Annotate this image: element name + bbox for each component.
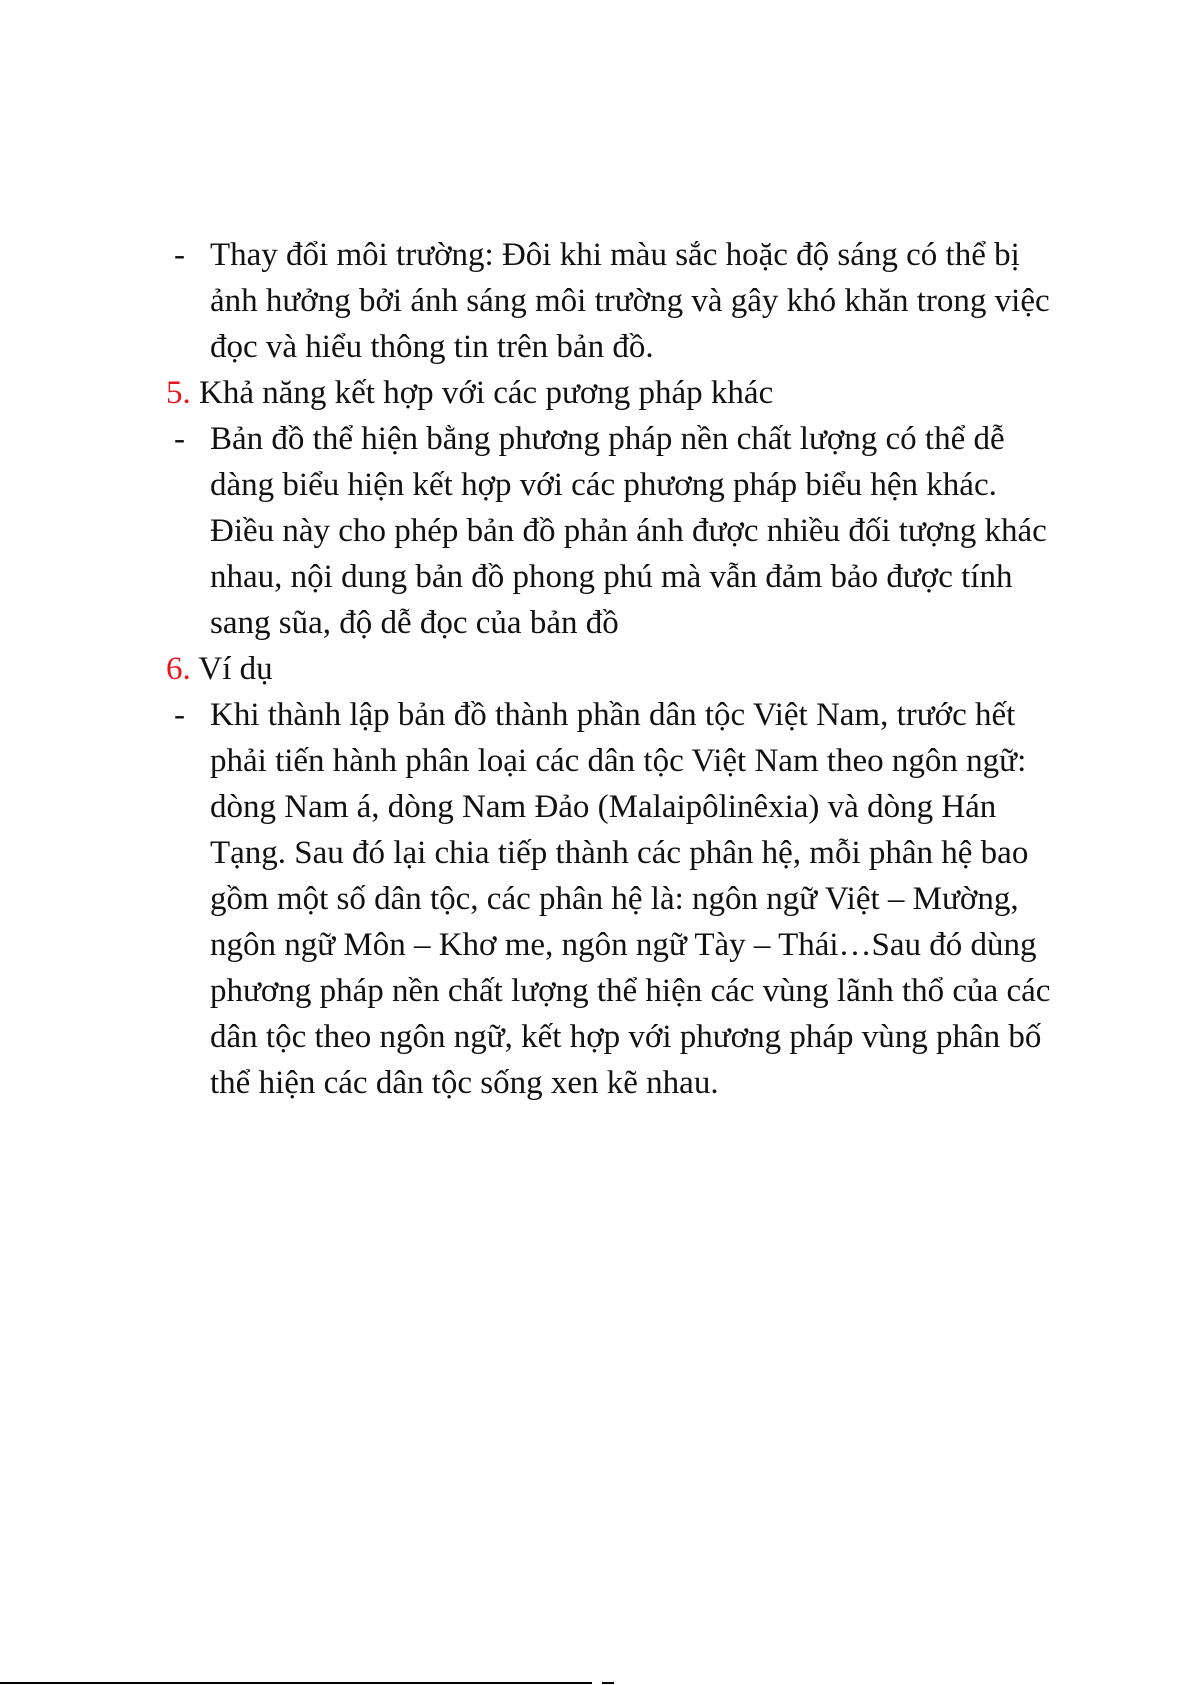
bullet-text: Thay đổi môi trường: Đôi khi màu sắc hoặc độ sáng có thể bị ảnh hưởng bởi ánh sáng môi trường và gây khó khăn trong việc đọc và hiểu thông tin trên bản đồ. <box>210 237 1050 365</box>
section-heading-5 <box>166 370 1068 416</box>
footer-divider <box>0 1682 592 1684</box>
bullet-text: Bản đồ thể hiện bằng phương pháp nền chất lượng có thể dễ dàng biểu hiện kết hợp với các phương pháp biểu hện khác. Điều này cho phép bản đồ phản ánh được nhiều đối tượng khác nhau, nội dung bản đồ phong phú mà vẫn đảm bảo được tính sang sũa, độ dễ đọc của bản đồ <box>210 421 1047 641</box>
section-number: 5. <box>166 375 191 411</box>
section-title: Ví dụ <box>198 651 273 687</box>
footer-mark <box>602 1682 614 1684</box>
bullet-example <box>168 692 1068 1106</box>
document-body <box>168 232 1068 1106</box>
bullet-environment-change <box>168 232 1068 370</box>
bullet-dash: - <box>174 237 185 273</box>
bullet-text: Khi thành lập bản đồ thành phần dân tộc Việt Nam, trước hết phải tiến hành phân loại các dân tộc Việt Nam theo ngôn ngữ: dòng Nam á, dòng Nam Đảo (Malaipôlinêxia) và dòng Hán Tạng. Sau đó lại chia tiếp thành các phân hệ, mỗi phân hệ bao gồm một số dân tộc, các phân hệ là: ngôn ngữ Việt – Mường, ngôn ngữ Môn – Khơ me, ngôn ngữ Tày – Thái…Sau đó dùng phương pháp nền chất lượng thể hiện các vùng lãnh thổ của các dân tộc theo ngôn ngữ, kết hợp với phương pháp vùng phân bố thể hiện các dân tộc sống xen kẽ nhau. <box>210 697 1051 1101</box>
bullet-dash: - <box>174 421 185 457</box>
section-title: Khả năng kết hợp với các pương pháp khác <box>199 375 774 411</box>
bullet-combination <box>168 416 1068 646</box>
section-number: 6. <box>166 651 191 687</box>
bullet-dash: - <box>174 697 185 733</box>
section-heading-6 <box>166 646 1068 692</box>
